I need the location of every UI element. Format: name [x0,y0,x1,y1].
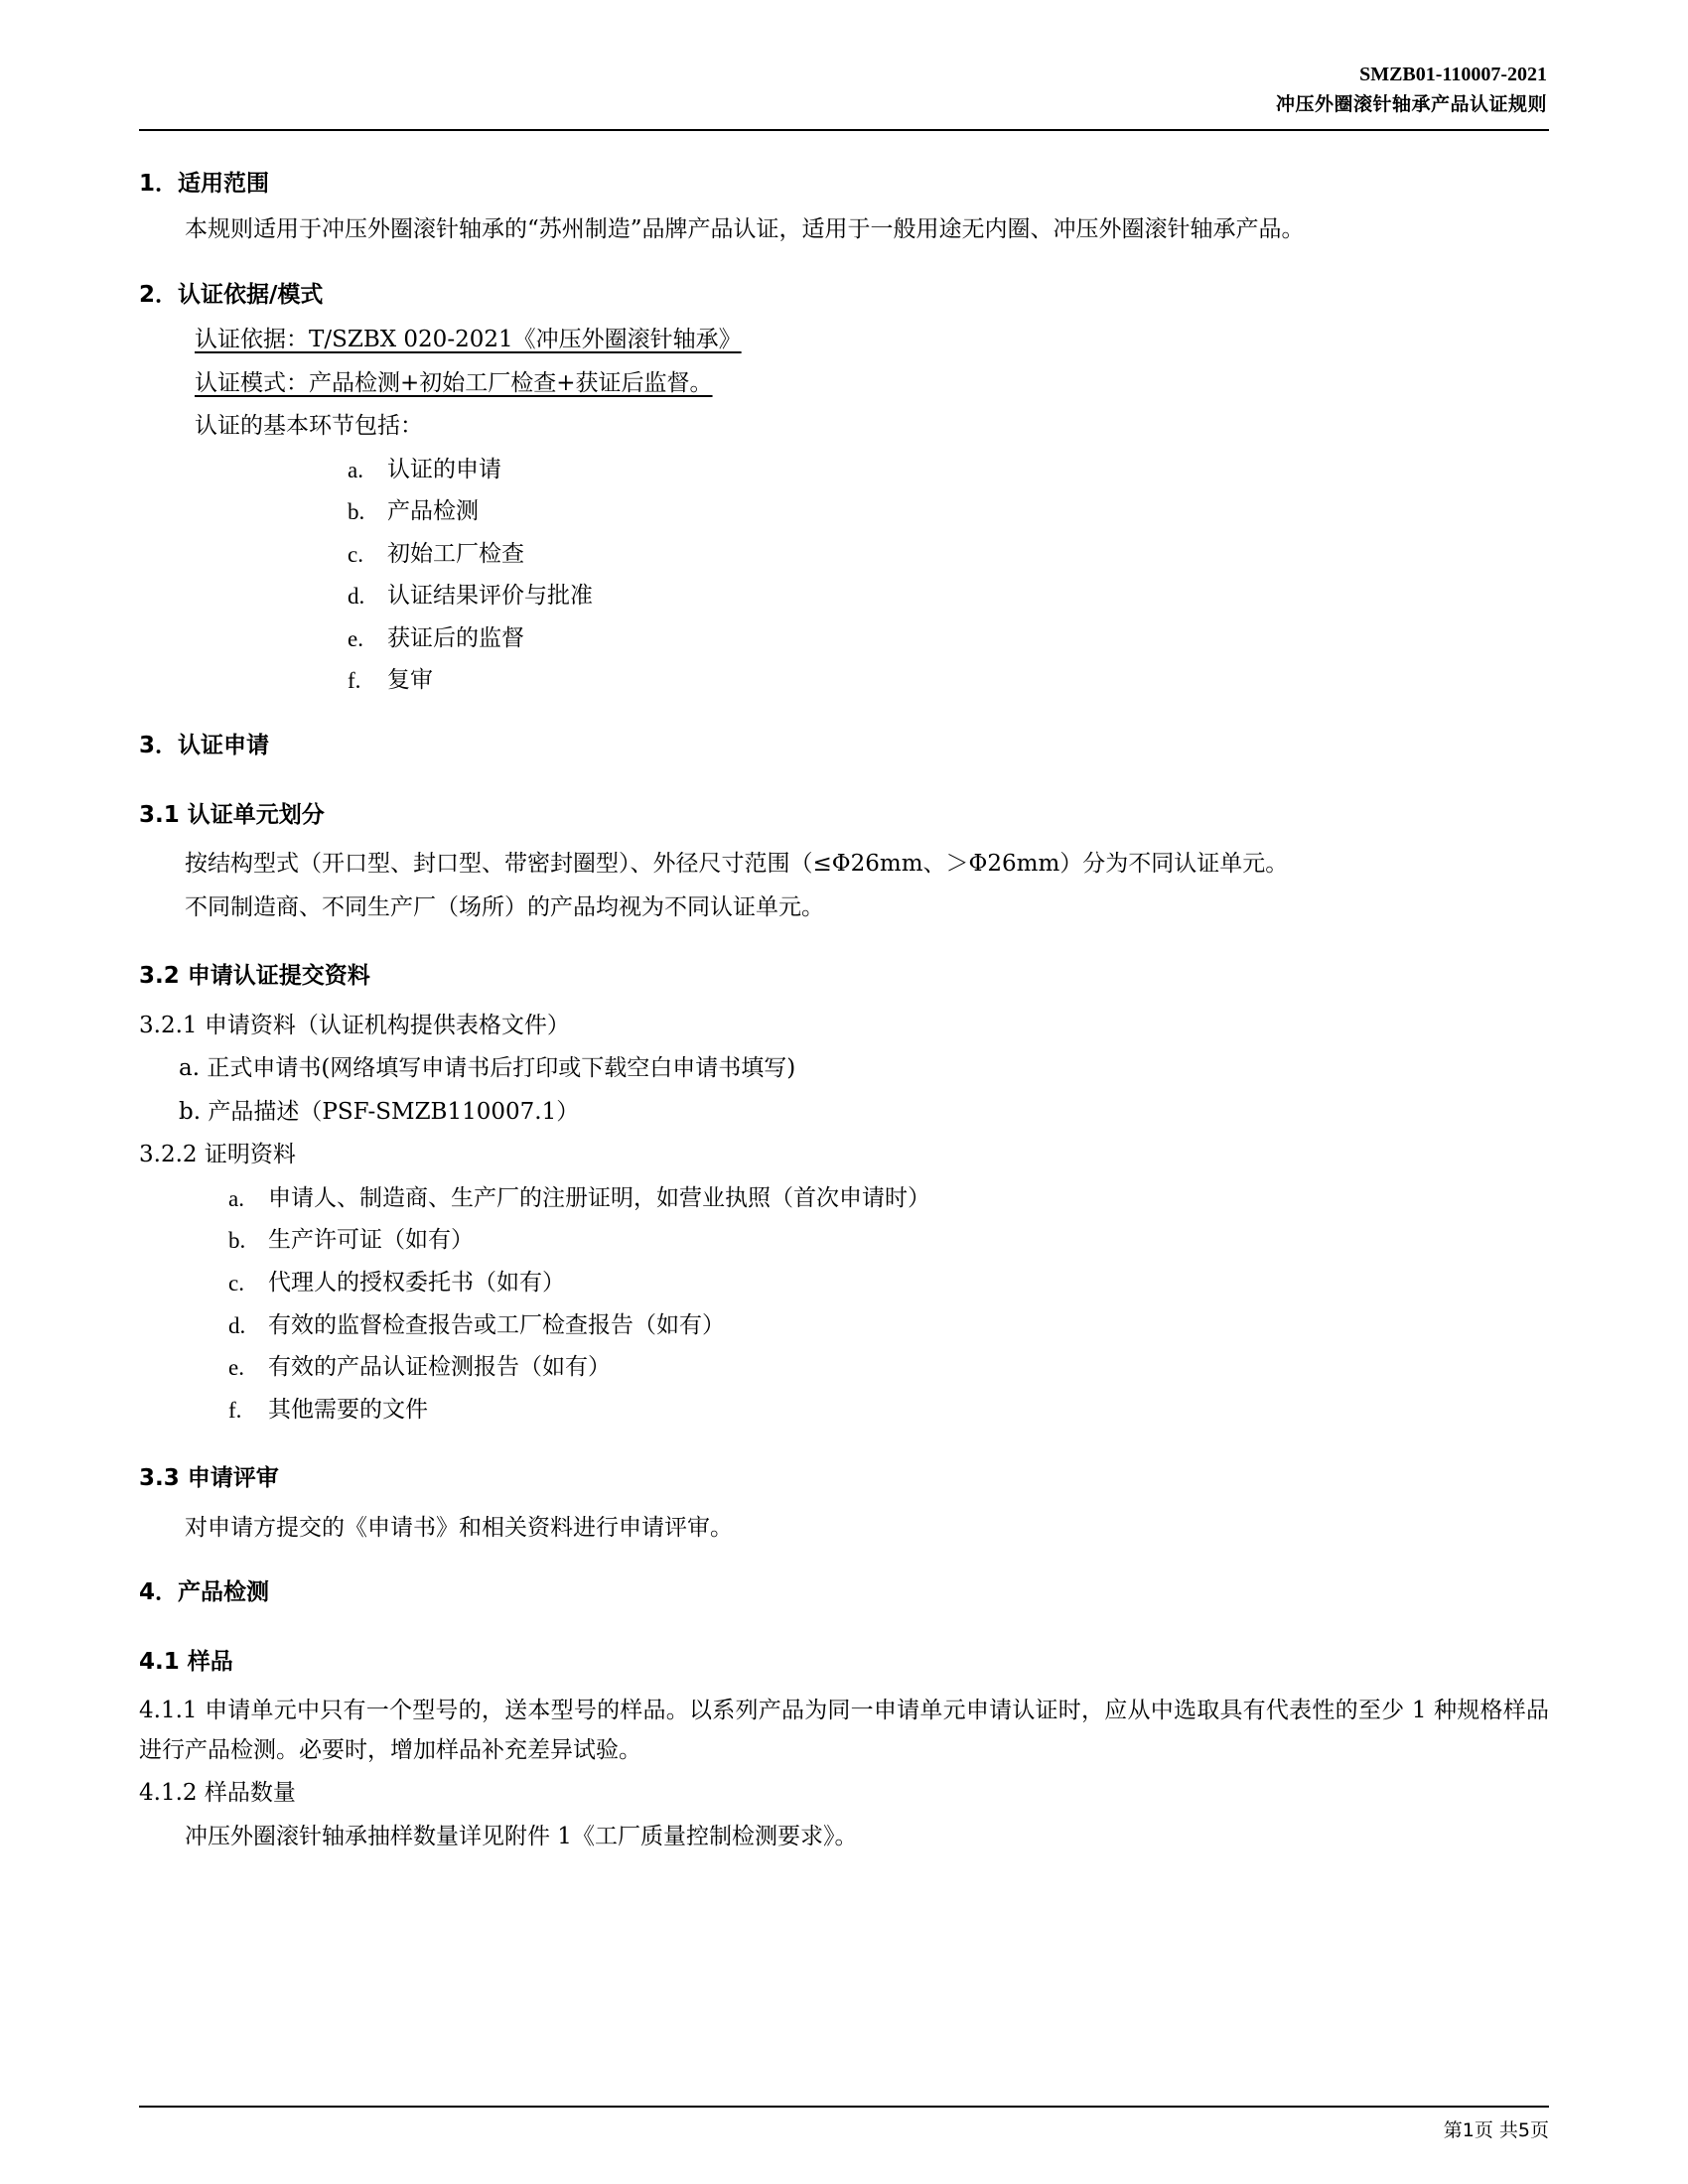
list-text: 产品检测 [387,498,479,525]
list-item [348,492,1549,532]
list-marker: f. [228,1397,242,1423]
section-2-steps-list [348,451,1549,701]
list-item [348,577,1549,616]
list-item [228,1179,1549,1219]
list-text: 代理人的授权委托书（如有） [268,1270,565,1297]
list-marker: b. [348,499,365,525]
list-marker: c. [228,1271,244,1297]
list-text: 申请人、制造商、生产厂的注册证明，如营业执照（首次申请时） [268,1184,930,1211]
section-3-2-2-heading: 3.2.2 证明资料 [139,1142,296,1168]
list-item [228,1221,1549,1261]
section-3-3-heading: 3.3 申请评审 [139,1465,279,1492]
section-3-2-heading: 3.2 申请认证提交资料 [139,963,370,990]
list-item [228,1348,1549,1388]
page-number: 第1页 共5页 [1443,2119,1549,2141]
list-item [348,535,1549,575]
section-1-paragraph: 本规则适用于冲压外圈滚针轴承的“苏州制造”品牌产品认证，适用于一般用途无内圈、冲压外圈滚针轴承产品。 [185,215,1305,242]
section-3-3-paragraph: 对申请方提交的《申请书》和相关资料进行申请评审。 [185,1514,733,1541]
list-marker: d. [348,584,365,610]
list-item [348,451,1549,490]
list-marker: d. [228,1312,246,1338]
list-text: 生产许可证（如有） [268,1227,474,1254]
list-marker: c. [348,541,363,567]
section-2-heading: 2．认证依据/模式 [139,281,324,308]
section-2-basis: 认证依据：T/SZBX 020-2021《冲压外圈滚针轴承》 [195,327,742,353]
list-item [348,661,1549,701]
header-divider [139,129,1549,131]
section-2-steps-intro: 认证的基本环节包括： [195,413,423,440]
list-text: 获证后的监督 [387,624,524,651]
list-item [228,1306,1549,1346]
section-4-1-2-paragraph: 冲压外圈滚针轴承抽样数量详见附件 1《工厂质量控制检测要求》。 [185,1824,858,1850]
section-3-1-paragraph-2: 不同制造商、不同生产厂（场所）的产品均视为不同认证单元。 [185,893,824,920]
list-item [348,619,1549,659]
list-item [228,1264,1549,1303]
list-item [228,1391,1549,1431]
section-2-mode: 认证模式：产品检测+初始工厂检查+获证后监督。 [195,369,713,396]
header-doc-code: SMZB01-110007-2021 [1359,64,1547,85]
list-text: 复审 [387,667,433,694]
list-text: 有效的监督检查报告或工厂检查报告（如有） [268,1311,725,1338]
list-marker: e. [348,625,363,651]
section-3-1-paragraph-1: 按结构型式（开口型、封口型、带密封圈型）、外径尺寸范围（≤Φ26mm、＞Φ26mm）分为不同认证单元。 [185,851,1289,878]
list-text: 其他需要的文件 [268,1396,428,1423]
section-3-2-1-item-b: b. 产品描述（PSF-SMZB110007.1） [179,1098,580,1125]
list-marker: a. [348,457,363,482]
section-3-1-heading: 3.1 认证单元划分 [139,801,325,828]
section-3-2-1-item-a: a. 正式申请书(网络填写申请书后打印或下载空白申请书填写) [179,1055,796,1082]
section-4-1-2-heading: 4.1.2 样品数量 [139,1780,296,1807]
list-text: 认证的申请 [387,456,501,482]
list-text: 初始工厂检查 [387,540,524,567]
section-1-heading: 1．适用范围 [139,171,270,198]
header-doc-title: 冲压外圈滚针轴承产品认证规则 [1275,93,1547,115]
section-2-basis-row [195,321,1549,360]
footer-divider [139,2106,1549,2108]
section-4-heading: 4．产品检测 [139,1579,270,1606]
document-body [139,165,1549,1856]
section-4-1-1-paragraph: 4.1.1 申请单元中只有一个型号的，送本型号的样品。以系列产品为同一申请单元申请认证时，应从中选取具有代表性的至少 1 种规格样品进行产品检测。必要时，增加样品补充差异试验。 [139,1698,1549,1763]
section-3-heading: 3．认证申请 [139,733,270,758]
list-text: 认证结果评价与批准 [387,583,593,610]
list-marker: a. [228,1185,244,1211]
page-header [139,60,1549,119]
section-4-1-heading: 4.1 样品 [139,1648,233,1675]
section-3-2-1-heading: 3.2.1 申请资料（认证机构提供表格文件） [139,1012,570,1038]
section-2-mode-row [195,364,1549,404]
list-marker: e. [228,1355,244,1381]
list-marker: b. [228,1228,246,1254]
list-text: 有效的产品认证检测报告（如有） [268,1354,611,1381]
list-marker: f. [348,668,361,694]
page-footer [139,2106,1549,2142]
section-3-2-2-list [228,1179,1549,1430]
